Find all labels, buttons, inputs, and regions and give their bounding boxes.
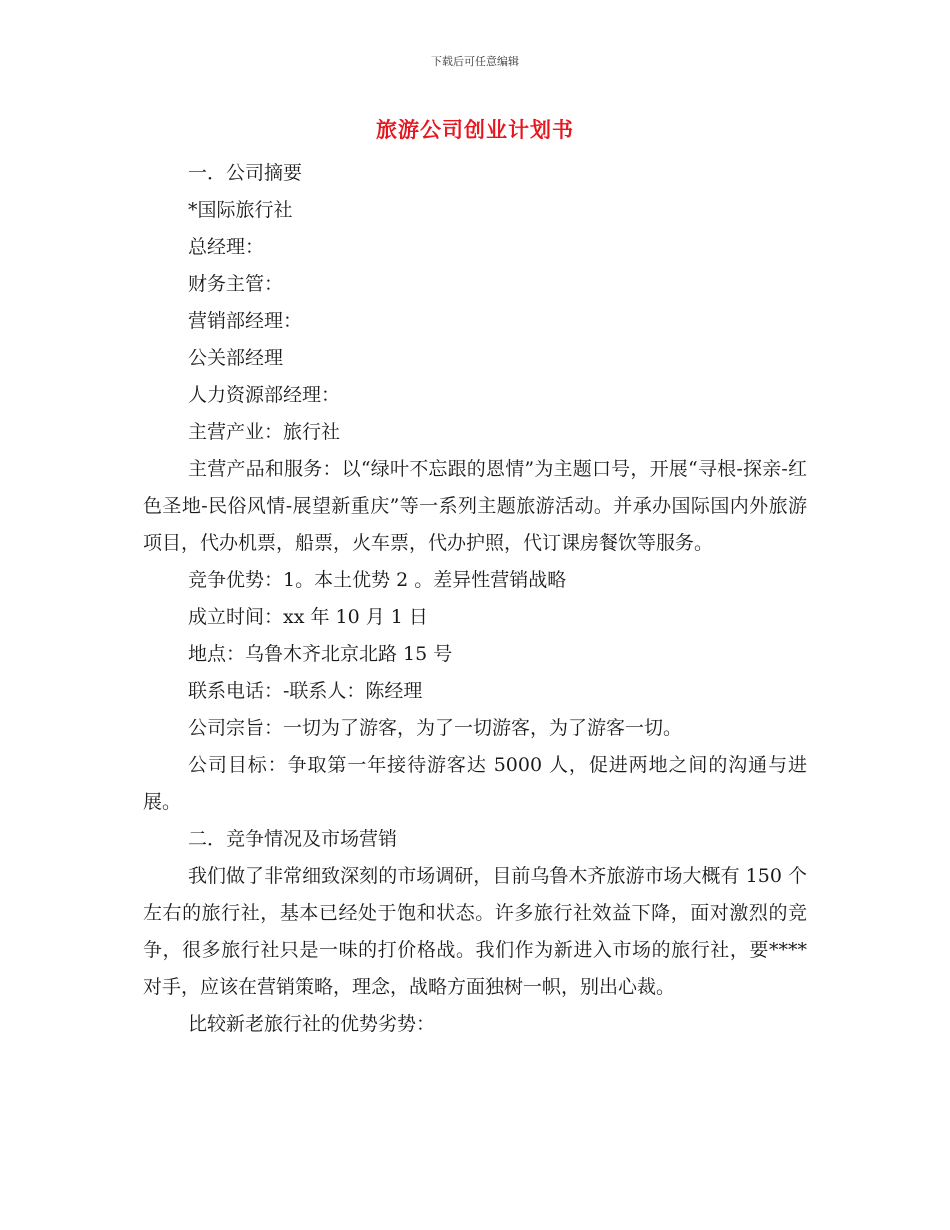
main-industry-line: 主营产业：旅行社 xyxy=(188,421,341,443)
comparison-line: 比较新老旅行社的优势劣势： xyxy=(188,1013,436,1035)
founding-date-line: 成立时间：xx 年 10 月 1 日 xyxy=(188,606,428,628)
products-services-paragraph: 主营产品和服务：以“绿叶不忘跟的恩情”为主题口号，开展“寻根-探亲-红色圣地-民俗风情-展望新重庆”等一系列主题旅游活动。并承办国际国内外旅游项目，代办机票，船票，火车票，代办护照，代订课房餐饮等服务。 xyxy=(143,458,807,554)
finance-supervisor-line: 财务主管： xyxy=(188,273,284,295)
document-body xyxy=(143,155,807,1043)
general-manager-line: 总经理： xyxy=(188,236,265,258)
contact-line: 联系电话：-联系人：陈经理 xyxy=(188,680,423,702)
company-purpose-line: 公司宗旨：一切为了游客，为了一切游客，为了游客一切。 xyxy=(188,717,683,739)
section-heading-competition: 二．竞争情况及市场营销 xyxy=(188,828,398,850)
address-line: 地点：乌鲁木齐北京北路 15 号 xyxy=(188,643,453,665)
market-research-paragraph: 我们做了非常细致深刻的市场调研，目前乌鲁木齐旅游市场大概有 150 个左右的旅行社，基本已经处于饱和状态。许多旅行社效益下降，面对激烈的竞争，很多旅行社只是一味的打价格战。我们作为新进入市场的旅行社，要****对手，应该在营销策略，理念，战略方面独树一帜，别出心裁。 xyxy=(143,865,807,998)
company-name: *国际旅行社 xyxy=(188,199,293,221)
marketing-manager-line: 营销部经理： xyxy=(188,310,303,332)
document-title: 旅游公司创业计划书 xyxy=(376,118,574,142)
section-heading-summary: 一．公司摘要 xyxy=(188,162,303,184)
company-goal-paragraph: 公司目标：争取第一年接待游客达 5000 人，促进两地之间的沟通与进展。 xyxy=(143,754,807,813)
competitive-advantage-line: 竞争优势：1。本土优势 2 。差异性营销战略 xyxy=(188,569,567,591)
hr-manager-line: 人力资源部经理： xyxy=(188,384,341,406)
pr-manager-line: 公关部经理 xyxy=(188,347,284,369)
header-note: 下载后可任意编辑 xyxy=(431,55,519,68)
